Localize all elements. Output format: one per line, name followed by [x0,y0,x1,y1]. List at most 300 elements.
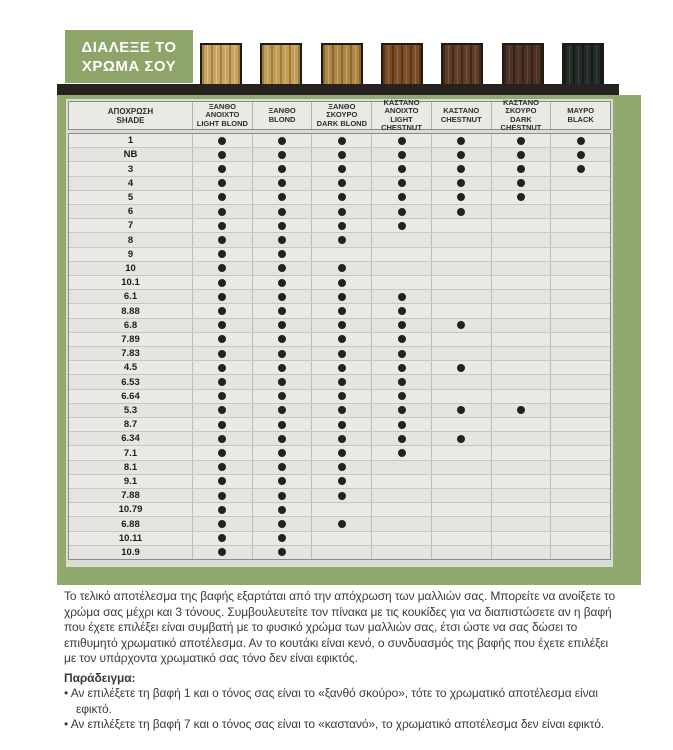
compatibility-cell [550,219,610,232]
compatibility-cell [192,517,252,530]
column-header-en: BLACK [567,114,594,124]
compatibility-cell [371,319,431,332]
compatibility-dot [338,208,346,216]
compatibility-cell [431,248,491,261]
compatibility-dot [398,449,406,457]
compatibility-cell [491,191,551,204]
compatibility-dot [338,463,346,471]
compatibility-dot [218,520,226,528]
compatibility-cell [371,134,431,147]
compatibility-dot [218,506,226,514]
example-bullet-1: • Αν επιλέξετε τη βαφή 1 και ο τόνος σας είναι το «ξανθό σκούρο», τότε το χρωματικό αποτέλεσμα είναι εφικτό. [64,686,620,717]
compatibility-cell [550,390,610,403]
compatibility-cell [371,517,431,530]
compatibility-cell [311,461,371,474]
compatibility-cell [431,134,491,147]
compatibility-dot [457,406,465,414]
compatibility-dot [517,151,525,159]
compatibility-dot [278,506,286,514]
compatibility-cell [431,375,491,388]
compatibility-dot [218,307,226,315]
compatibility-cell [311,205,371,218]
compatibility-cell [371,503,431,516]
table-row-5.3 [69,403,610,417]
compatibility-dot [218,208,226,216]
compatibility-dot [278,463,286,471]
compatibility-cell [371,304,431,317]
compatibility-dot [278,520,286,528]
compatibility-cell [550,262,610,275]
table-row-3 [69,161,610,175]
shade-label: 1 [127,135,134,147]
compatibility-dot [457,137,465,145]
shelf-bar [57,84,619,95]
compatibility-cell [311,177,371,190]
compatibility-cell [192,532,252,545]
shade-label: 5.3 [123,404,138,416]
compatibility-cell [311,390,371,403]
compatibility-cell [371,546,431,559]
compatibility-cell [311,162,371,175]
compatibility-dot [457,364,465,372]
compatibility-cell [431,162,491,175]
compatibility-cell [371,461,431,474]
compatibility-cell [371,489,431,502]
compatibility-dot [517,406,525,414]
compatibility-cell [192,319,252,332]
shade-label: 9.1 [123,475,138,487]
compatibility-dot [278,449,286,457]
compatibility-cell [550,503,610,516]
compatibility-cell [550,446,610,459]
compatibility-dot [457,179,465,187]
hair-swatch-row [191,43,613,84]
compatibility-dot [278,193,286,201]
compatibility-cell [192,177,252,190]
compatibility-cell [252,177,312,190]
shade-label: NB [123,149,138,161]
table-row-7.88 [69,488,610,502]
compatibility-dot [218,250,226,258]
compatibility-dot [398,350,406,358]
result-explanation-paragraph: Το τελικό αποτέλεσμα της βαφής εξαρτάται από την απόχρωση των μαλλιών σας. Μπορείτε να ανοίξετε το χρώμα σας μέχρι και 3 τόνους. Συμβουλευτείτε τον πίνακα με τις κουκίδες για να διαπιστώσετε αν η βαφή που έχετε επιλέξει είναι συμβατή με το φυσικό χρώμα των μαλλιών σας, έτσι ώστε να σας δώσει το επιθυμητό χρωματικό αποτέλεσμα. Αν το κουτάκι είναι κενό, ο συνδυασμός της βαφής που έχετε επιλέξει με τον υπάρχοντα χρωματικό σας τόνο δεν είναι εφικτός. [64,589,616,665]
compatibility-cell [550,148,610,161]
compatibility-cell [431,262,491,275]
compatibility-cell [371,262,431,275]
compatibility-dot [338,421,346,429]
swatch-cell [432,43,492,84]
compatibility-cell [431,532,491,545]
shade-label: 10 [125,262,136,274]
table-row-4 [69,176,610,190]
compatibility-dot [278,222,286,230]
compatibility-dot [278,350,286,358]
title-line-2: ΧΡΩΜΑ ΣΟΥ [81,58,177,75]
table-header-row [68,97,611,132]
footer-text-block [64,589,620,733]
compatibility-cell [371,404,431,417]
shade-label: 7.83 [121,348,140,360]
compatibility-cell [192,489,252,502]
compatibility-cell [311,446,371,459]
shade-label: 3 [127,163,134,175]
compatibility-cell [431,461,491,474]
compatibility-cell [192,290,252,303]
compatibility-dot [398,179,406,187]
compatibility-dot [457,208,465,216]
compatibility-cell [491,205,551,218]
column-header-en: BLOND [268,114,296,124]
shade-header-gr: ΑΠΟΧΡΩΣΗ [107,106,154,116]
compatibility-dot [218,179,226,187]
compatibility-dot [278,364,286,372]
column-header-gr: ΜΑΥΡΟ [567,106,595,115]
compatibility-dot [338,151,346,159]
shade-label: 6.64 [121,390,140,402]
table-row-10.1 [69,275,610,289]
compatibility-dot [218,193,226,201]
compatibility-cell [192,148,252,161]
compatibility-dot [278,293,286,301]
compatibility-cell [252,134,312,147]
shade-label: 7.89 [121,333,140,345]
table-row-4.5 [69,360,610,374]
compatibility-cell [252,517,312,530]
shade-column-header [69,102,192,129]
compatibility-cell [491,148,551,161]
compatibility-cell [311,134,371,147]
compatibility-dot [218,165,226,173]
compatibility-cell [252,205,312,218]
table-row-6.88 [69,516,610,530]
compatibility-cell [550,304,610,317]
compatibility-cell [252,191,312,204]
compatibility-dot [278,179,286,187]
hair-swatch-light-chestnut [381,43,423,84]
compatibility-cell [311,233,371,246]
compatibility-cell [431,503,491,516]
compatibility-cell [491,489,551,502]
compatibility-cell [252,248,312,261]
compatibility-dot [338,392,346,400]
compatibility-cell [192,162,252,175]
compatibility-cell [491,177,551,190]
compatibility-cell [311,262,371,275]
shade-label: 6.34 [121,433,140,445]
column-header-blond [252,102,312,129]
compatibility-cell [192,475,252,488]
compatibility-cell [550,532,610,545]
compatibility-cell [491,319,551,332]
compatibility-cell [550,177,610,190]
column-header-en: DARK BLOND [316,118,367,128]
compatibility-cell [550,404,610,417]
compatibility-cell [192,432,252,445]
compatibility-cell [431,233,491,246]
column-header-en: LIGHT BLOND [196,118,248,128]
compatibility-dot [338,435,346,443]
table-row-8 [69,232,610,246]
compatibility-cell [311,347,371,360]
compatibility-dot [278,534,286,542]
compatibility-cell [192,404,252,417]
compatibility-dot [338,449,346,457]
choose-your-color-title [65,30,193,83]
compatibility-dot [218,264,226,272]
compatibility-cell [192,503,252,516]
compatibility-dot [338,165,346,173]
compatibility-cell [491,333,551,346]
compatibility-cell [491,461,551,474]
compatibility-cell [371,219,431,232]
compatibility-cell [550,319,610,332]
compatibility-cell [252,148,312,161]
compatibility-cell [192,390,252,403]
compatibility-cell [431,319,491,332]
compatibility-dot [278,307,286,315]
compatibility-cell [311,276,371,289]
compatibility-dot [517,193,525,201]
compatibility-dot [338,364,346,372]
compatibility-dot [278,392,286,400]
shade-label: 10.79 [118,504,143,516]
table-row-10.11 [69,531,610,545]
shade-label: 10.11 [118,532,143,544]
compatibility-cell [192,461,252,474]
compatibility-cell [311,290,371,303]
compatibility-dot [278,165,286,173]
table-row-6.64 [69,389,610,403]
compatibility-cell [192,205,252,218]
table-row-7.83 [69,346,610,360]
compatibility-cell [371,475,431,488]
example-bullet-list [64,686,620,733]
compatibility-cell [252,390,312,403]
column-header-chestnut [431,102,491,129]
column-header-black [550,102,610,129]
compatibility-cell [431,290,491,303]
compatibility-cell [192,375,252,388]
compatibility-dot [338,477,346,485]
compatibility-dot [278,421,286,429]
compatibility-dot [278,378,286,386]
shade-label: 4.5 [123,362,138,374]
compatibility-cell [491,162,551,175]
compatibility-cell [491,475,551,488]
compatibility-cell [252,532,312,545]
compatibility-cell [550,347,610,360]
compatibility-cell [550,233,610,246]
compatibility-cell [311,489,371,502]
compatibility-cell [252,404,312,417]
compatibility-dot [218,548,226,556]
compatibility-cell [311,361,371,374]
shade-header-en: SHADE [116,115,145,125]
compatibility-cell [491,304,551,317]
compatibility-dot [278,250,286,258]
compatibility-cell [491,390,551,403]
table-row-6.53 [69,374,610,388]
compatibility-cell [252,418,312,431]
compatibility-cell [491,418,551,431]
compatibility-dot [338,321,346,329]
compatibility-dot [218,321,226,329]
compatibility-cell [550,489,610,502]
compatibility-cell [311,248,371,261]
table-row-NB [69,147,610,161]
compatibility-cell [431,148,491,161]
compatibility-cell [371,177,431,190]
compatibility-cell [431,177,491,190]
column-header-light-blond [192,102,252,129]
compatibility-dot [457,151,465,159]
compatibility-dot [338,492,346,500]
table-row-9.1 [69,474,610,488]
compatibility-dot [338,520,346,528]
compatibility-cell [431,489,491,502]
shade-label: 8 [127,234,134,246]
compatibility-cell [491,404,551,417]
compatibility-dot [398,321,406,329]
compatibility-cell [311,319,371,332]
table-row-6.1 [69,289,610,303]
compatibility-dot [338,137,346,145]
compatibility-cell [311,475,371,488]
compatibility-cell [431,446,491,459]
table-row-8.88 [69,303,610,317]
compatibility-cell [192,276,252,289]
compatibility-dot [398,421,406,429]
compatibility-cell [491,290,551,303]
compatibility-cell [491,347,551,360]
table-row-8.7 [69,417,610,431]
compatibility-cell [431,333,491,346]
compatibility-cell [311,191,371,204]
swatch-cell [312,43,372,84]
compatibility-cell [371,290,431,303]
compatibility-dot [338,264,346,272]
compatibility-dot [218,378,226,386]
compatibility-dot [398,378,406,386]
compatibility-dot [278,208,286,216]
compatibility-cell [431,347,491,360]
compatibility-cell [311,375,371,388]
shade-label: 7.88 [121,490,140,502]
example-bullet-2: • Αν επιλέξετε τη βαφή 7 και ο τόνος σας είναι το «καστανό», το χρωματικό αποτέλεσμα δεν είναι εφικτό. [64,717,620,733]
compatibility-cell [371,347,431,360]
compatibility-cell [371,361,431,374]
compatibility-cell [371,248,431,261]
shade-label: 7.1 [123,447,138,459]
column-header-gr: ΞΑΝΘΟ ΑΝΟΙΧΤΟ [205,101,240,120]
compatibility-dot [218,350,226,358]
compatibility-cell [192,446,252,459]
shade-label: 8.7 [123,419,138,431]
compatibility-cell [431,404,491,417]
compatibility-dot [218,492,226,500]
compatibility-cell [491,375,551,388]
title-line-1: ΔΙΑΛΕΞΕ ΤΟ [81,39,177,56]
table-row-6.34 [69,431,610,445]
compatibility-cell [311,404,371,417]
compatibility-dot [457,435,465,443]
table-row-9 [69,247,610,261]
compatibility-dot [398,208,406,216]
swatch-cell [372,43,432,84]
compatibility-cell [550,432,610,445]
compatibility-dot [398,293,406,301]
compatibility-cell [431,219,491,232]
compatibility-cell [311,546,371,559]
table-row-7.89 [69,332,610,346]
compatibility-cell [550,276,610,289]
compatibility-cell [431,390,491,403]
shade-label: 5 [127,191,134,203]
compatibility-cell [431,205,491,218]
compatibility-dot [218,137,226,145]
shade-label: 4 [127,177,134,189]
compatibility-dot [278,279,286,287]
table-row-5 [69,190,610,204]
shade-label: 9 [127,248,134,260]
compatibility-dot [278,477,286,485]
compatibility-cell [192,347,252,360]
column-header-light-chestnut [371,97,431,132]
hair-swatch-light-blond [200,43,242,84]
compatibility-dot [338,350,346,358]
compatibility-dot [338,406,346,414]
compatibility-dot [398,335,406,343]
compatibility-dot [218,392,226,400]
compatibility-cell [371,532,431,545]
compatibility-dot [398,193,406,201]
compatibility-cell [192,304,252,317]
shade-label: 6.8 [123,319,138,331]
compatibility-cell [431,361,491,374]
compatibility-dot [398,392,406,400]
compatibility-cell [550,162,610,175]
compatibility-dot [398,222,406,230]
compatibility-cell [192,262,252,275]
compatibility-cell [252,503,312,516]
compatibility-cell [491,248,551,261]
compatibility-dot [398,364,406,372]
compatibility-cell [491,276,551,289]
compatibility-cell [371,432,431,445]
compatibility-dot [338,335,346,343]
compatibility-dot [218,421,226,429]
compatibility-dot [278,137,286,145]
column-header-en: CHESTNUT [440,114,482,124]
compatibility-cell [252,162,312,175]
table-row-1 [69,134,610,147]
compatibility-cell [311,333,371,346]
compatibility-dot [218,406,226,414]
compatibility-cell [491,134,551,147]
compatibility-cell [252,375,312,388]
compatibility-dot [338,193,346,201]
compatibility-cell [252,304,312,317]
compatibility-cell [192,134,252,147]
compatibility-cell [550,375,610,388]
hair-swatch-black [562,43,604,84]
compatibility-cell [311,418,371,431]
compatibility-dot [338,179,346,187]
table-row-7.1 [69,445,610,459]
compatibility-dot [218,293,226,301]
compatibility-cell [431,432,491,445]
compatibility-cell [371,162,431,175]
